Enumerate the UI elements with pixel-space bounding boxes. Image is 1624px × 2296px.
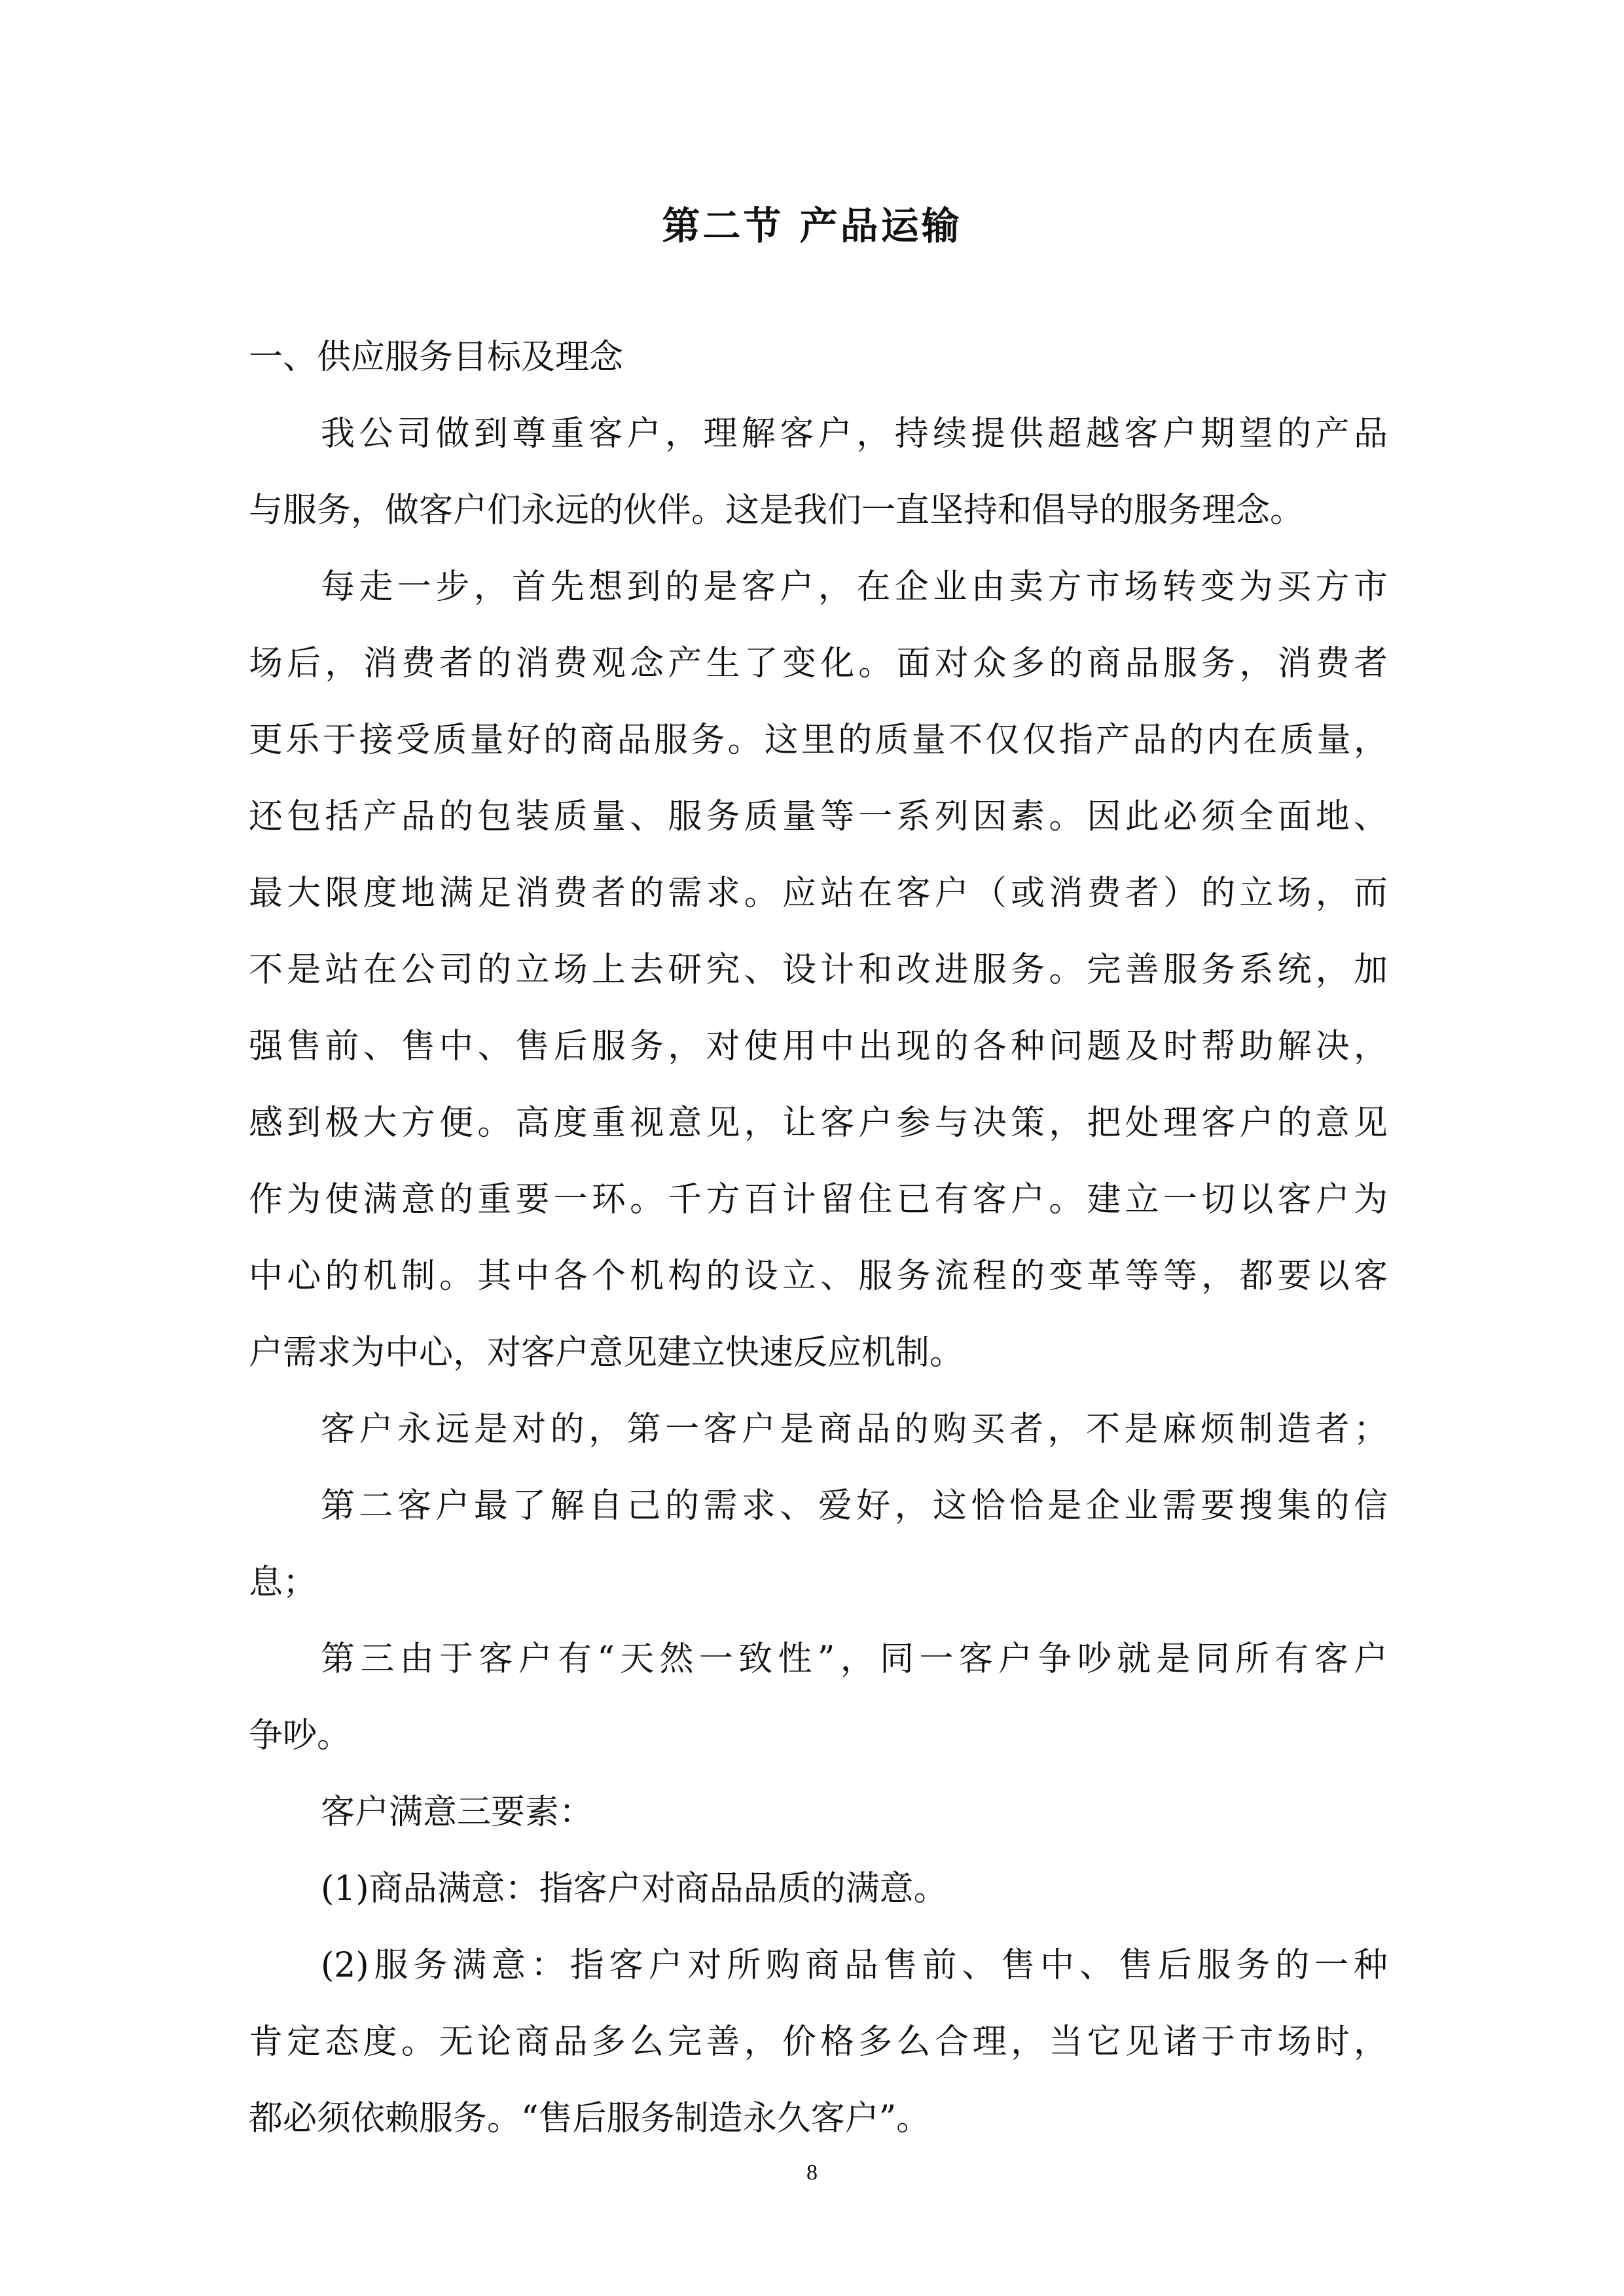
paragraph-line: 场后，消费者的消费观念产生了变化。面对众多的商品服务，消费者 (249, 644, 1388, 683)
paragraph-line: 作为使满意的重要一环。千方百计留住已有客户。建立一切以客户为 (249, 1180, 1388, 1219)
paragraph-line: 感到极大方便。高度重视意见，让客户参与决策，把处理客户的意见 (249, 1103, 1388, 1143)
paragraph-line: 客户满意三要素： (321, 1793, 594, 1832)
paragraph-line: 客户永远是对的，第一客户是商品的购买者，不是麻烦制造者； (321, 1410, 1388, 1449)
section-heading: 一、供应服务目标及理念 (249, 338, 624, 377)
paragraph-line: 第二客户最了解自己的需求、爱好，这恰恰是企业需要搜集的信 (321, 1486, 1388, 1526)
paragraph-line: 更乐于接受质量好的商品服务。这里的质量不仅仅指产品的内在质量， (249, 721, 1388, 760)
paragraph-line: 不是站在公司的立场上去研究、设计和改进服务。完善服务系统，加 (249, 950, 1388, 990)
paragraph-line: 都必须依赖服务。“售后服务制造永久客户”。 (249, 2099, 931, 2138)
paragraph-line: (2)服务满意：指客户对所购商品售前、售中、售后服务的一种 (321, 1946, 1388, 1985)
paragraph-line: 户需求为中心，对客户意见建立快速反应机制。 (249, 1333, 964, 1372)
paragraph-line: 肯定态度。无论商品多么完善，价格多么合理，当它见诸于市场时， (249, 2022, 1388, 2062)
paragraph-line: 与服务，做客户们永远的伙伴。这是我们一直坚持和倡导的服务理念。 (249, 491, 1305, 530)
paragraph-line: 最大限度地满足消费者的需求。应站在客户（或消费者）的立场，而 (249, 874, 1388, 913)
paragraph-line: 息； (249, 1563, 317, 1602)
paragraph-line: 强售前、售中、售后服务，对使用中出现的各种问题及时帮助解决， (249, 1027, 1388, 1066)
body-text (249, 319, 1388, 2157)
paragraph-line: (1)商品满意：指客户对商品品质的满意。 (321, 1869, 948, 1909)
paragraph-line: 每走一步，首先想到的是客户，在企业由卖方市场转变为买方市 (321, 567, 1388, 607)
paragraph-line: 争吵。 (249, 1716, 352, 1755)
paragraph-line: 我公司做到尊重客户，理解客户，持续提供超越客户期望的产品 (321, 414, 1388, 454)
page-title: 第二节 产品运输 (662, 204, 962, 248)
paragraph-line: 第三由于客户有“天然一致性”，同一客户争吵就是同所有客户 (321, 1640, 1388, 1679)
page-number: 8 (806, 2161, 818, 2185)
paragraph-line: 还包括产品的包装质量、服务质量等一系列因素。因此必须全面地、 (249, 797, 1388, 836)
paragraph-line: 中心的机制。其中各个机构的设立、服务流程的变革等等，都要以客 (249, 1257, 1388, 1296)
